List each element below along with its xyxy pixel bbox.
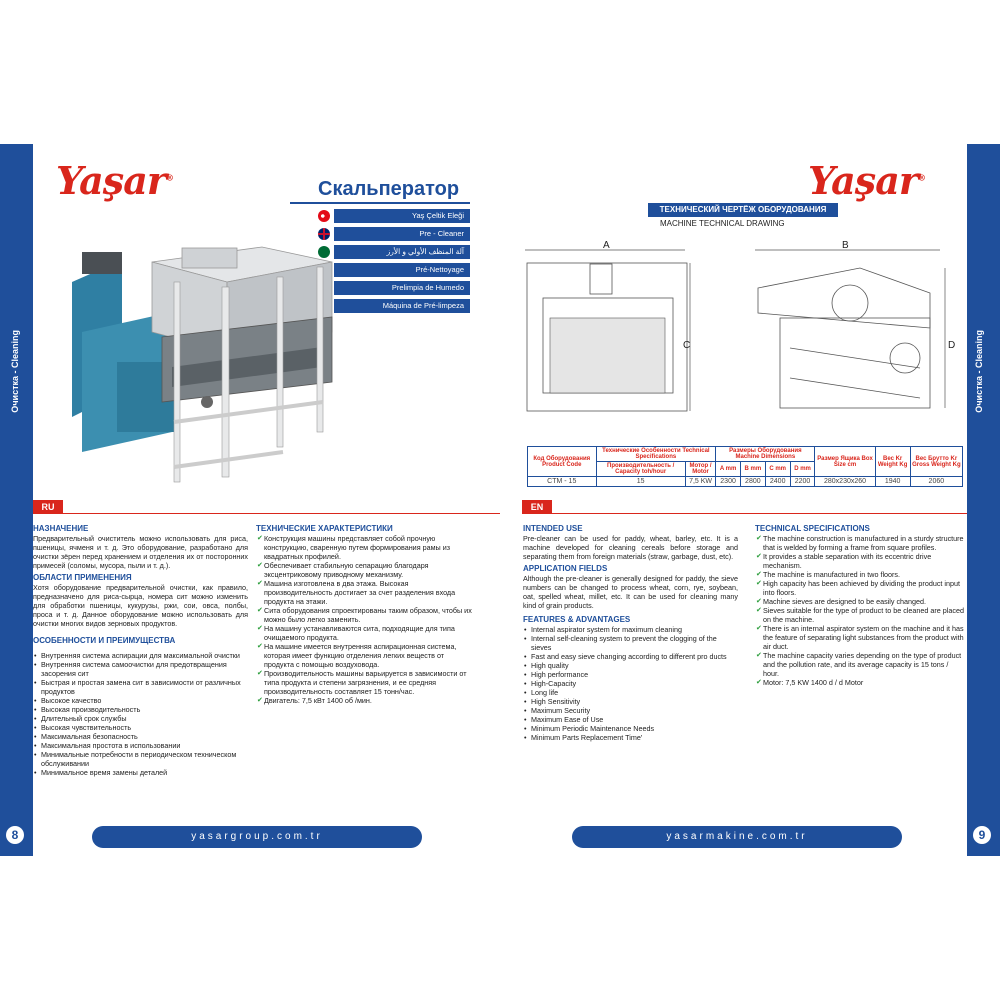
drawing-subtitle: MACHINE TECHNICAL DRAWING: [660, 219, 785, 228]
language-row: آلة المنظف الأولي و الأرز: [318, 244, 470, 260]
en-fields-text: Although the pre-cleaner is generally designed for paddy, the sieve numbers can be changed to process wheat, corn, rye, soybean, oat, spelled wheat, millet, etc. It can be used for cleaning many kind of grain products.: [523, 574, 738, 610]
list-item: • Internal self-cleaning system to prevent the clogging of the sieves: [523, 634, 738, 652]
right-sidebar: [967, 144, 1000, 856]
en-intended-heading: INTENDED USE: [523, 524, 583, 533]
language-row: Pre - Cleaner: [318, 226, 470, 242]
ru-fields-text: Хотя оборудование предварительной очистки, как правило, предназначено для риса-сырца, номера сит можно изменить для обработки пшеницы, кукурузы, ржи, сои, овса, полбы, проса и т. д. Данное оборудование можно использовать для очистки многих видов зерновых продуктов.: [33, 583, 248, 628]
col-header-weight: Вес Kr Weight Kg: [875, 447, 910, 477]
col-header-tech: Технические Особенности Technical Specifications: [596, 447, 716, 462]
en-fields-heading: APPLICATION FIELDS: [523, 564, 608, 573]
language-list: [318, 208, 470, 316]
list-item: • Максимальная простота в использовании: [33, 741, 248, 750]
list-item: ✔ Двигатель: 7,5 кВт 1400 об /мин.: [256, 696, 476, 705]
left-sidebar: [0, 144, 33, 856]
ru-tech-list: [256, 534, 476, 705]
en-features-list: [523, 625, 738, 742]
page-number-left: 8: [6, 826, 24, 844]
col-header-a: A mm: [716, 462, 741, 477]
list-item: ✔ На машине имеется внутренняя аспирационная система, которая имеет функцию отделения легких веществ от продукта с помощью воздуховода.: [256, 642, 476, 669]
tr-flag-icon: [318, 210, 330, 222]
col-header-d: D mm: [790, 462, 815, 477]
cell-capacity: 15: [596, 477, 685, 487]
list-item: ✔ Motor: 7,5 KW 1400 d / d Motor: [755, 678, 965, 687]
list-item: • Высокое качество: [33, 696, 248, 705]
list-item: • Fast and easy sieve changing according to different pro ducts: [523, 652, 738, 661]
list-item: • Быстрая и простая замена сит в зависимости от различных продуктов: [33, 678, 248, 696]
page-title: Скальператор: [318, 178, 460, 200]
list-item: ✔ Производительность машины варьируется в зависимости от типа продукта и степени загрязнения, и ее средняя производительность составляет 15 тонн/час.: [256, 669, 476, 696]
cell-box: 280x230x260: [815, 477, 875, 487]
spec-table: [527, 446, 963, 487]
ru-column-2: [256, 521, 476, 705]
list-item: ✔ Машина изготовлена в два этажа. Высокая производительность достигает за счет разделения входа продукта на этажи.: [256, 579, 476, 606]
list-item: • Maximum Ease of Use: [523, 715, 738, 724]
en-tech-heading: TECHNICAL SPECIFICATIONS: [755, 524, 870, 533]
list-item: • Длительный срок службы: [33, 714, 248, 723]
list-item: • Минимальные потребности в периодическом техническом обслуживании: [33, 750, 248, 768]
ru-features-list: [33, 651, 248, 777]
drawing-title: ТЕХНИЧЕСКИЙ ЧЕРТЁЖ ОБОРУДОВАНИЯ: [648, 203, 838, 217]
col-header-dims: Размеры Оборудования Machine Dimensions: [716, 447, 815, 462]
language-row: Pré-Nettoyage: [318, 262, 470, 278]
left-side-label: Очистка - Cleaning: [10, 330, 20, 413]
table-row: [528, 477, 963, 487]
cell-code: CTM - 15: [528, 477, 597, 487]
lang-tab-ru: RU: [33, 500, 63, 514]
cell-weight: 1940: [875, 477, 910, 487]
list-item: • Минимальное время замены деталей: [33, 768, 248, 777]
gb-flag-icon: [318, 228, 330, 240]
col-header-motor: Мотор / Motor: [685, 462, 715, 477]
list-item: • High Sensitivity: [523, 697, 738, 706]
list-item: ✔ High capacity has been achieved by dividing the product input into floors.: [755, 579, 965, 597]
dim-label-d: D: [948, 340, 956, 351]
ru-column-1: [33, 521, 248, 777]
language-row: Máquina de Pré-limpeza: [318, 298, 470, 314]
machine-photo: [62, 242, 337, 490]
right-side-label: Очистка - Cleaning: [974, 330, 984, 413]
list-item: ✔ The machine capacity varies depending on the type of product and the pollution rate, and its average capacity is 15 tons / hour.: [755, 651, 965, 678]
list-item: ✔ It provides a stable separation with its eccentric drive mechanism.: [755, 552, 965, 570]
list-item: • Minimum Parts Replacement Time': [523, 733, 738, 742]
col-header-code: Код Оборудования Product Code: [528, 447, 597, 477]
col-header-c: C mm: [765, 462, 790, 477]
footer-url-left[interactable]: yasargroup.com.tr: [92, 826, 422, 848]
list-item: • Внутренняя система аспирации для максимальной очистки: [33, 651, 248, 660]
brand-logo-left: Yaşar®: [56, 158, 173, 203]
list-item: • Minimum Periodic Maintenance Needs: [523, 724, 738, 733]
list-item: • Внутренняя система самоочистки для предотвращения засорения сит: [33, 660, 248, 678]
list-item: ✔ Сита оборудования спроектированы таким образом, чтобы их можно было легко заменить.: [256, 606, 476, 624]
list-item: • Maximum Security: [523, 706, 738, 715]
col-header-box: Размер Ящика Box Size cm: [815, 447, 875, 477]
list-item: ✔ Конструкция машины представляет собой прочную конструкцию, сваренную путем формирования рамы из квадратных профилей.: [256, 534, 476, 561]
ru-intended-text: Предварительный очиститель можно использовать для риса, пшеницы, ячменя и т. д. Это оборудование, разработано для очистки зёрен перед хранением и отделения их от посторонних примесей (соломы, мусора, пыли и т. д.).: [33, 534, 248, 570]
cell-gross: 2060: [910, 477, 962, 487]
cell-d: 2200: [790, 477, 815, 487]
list-item: • High-Capacity: [523, 679, 738, 688]
cell-motor: 7,5 KW: [685, 477, 715, 487]
language-row: Yaş Çeltik Eleği: [318, 208, 470, 224]
en-features-heading: FEATURES & ADVANTAGES: [523, 615, 631, 624]
list-item: • Высокая производительность: [33, 705, 248, 714]
list-item: ✔ The machine is manufactured in two floors.: [755, 570, 965, 579]
list-item: ✔ Machine sieves are designed to be easily changed.: [755, 597, 965, 606]
title-underline: [290, 202, 470, 204]
list-item: • High performance: [523, 670, 738, 679]
list-item: • Internal aspirator system for maximum cleaning: [523, 625, 738, 634]
list-item: ✔ There is an internal aspirator system on the machine and it has the feature of separating light substances from the product with air duct.: [755, 624, 965, 651]
list-item: • Максимальная безопасность: [33, 732, 248, 741]
list-item: ✔ The machine construction is manufactured in a sturdy structure that is welded by forming a frame from square profiles.: [755, 534, 965, 552]
front-view-drawing: [515, 238, 700, 418]
language-row: Prelimpia de Humedo: [318, 280, 470, 296]
cell-c: 2400: [765, 477, 790, 487]
page-number-right: 9: [973, 826, 991, 844]
dim-label-b: B: [842, 240, 849, 251]
col-header-gross: Вес Брутто Kr Gross Weight Kg: [910, 447, 962, 477]
dim-label-c: C: [683, 340, 691, 351]
footer-url-right[interactable]: yasarmakine.com.tr: [572, 826, 902, 848]
en-column-1: [523, 521, 738, 742]
section-divider: [522, 513, 967, 514]
list-item: • Long life: [523, 688, 738, 697]
en-intended-text: Pre-cleaner can be used for paddy, wheat, barley, etc. It is a machine developed for cleaning cereals before storage and separating them from foreign materials (straw, garbage, dust, etc).: [523, 534, 738, 561]
list-item: ✔ Sieves suitable for the type of product to be cleaned are placed on the machine.: [755, 606, 965, 624]
cell-b: 2800: [740, 477, 765, 487]
en-tech-list: [755, 534, 965, 687]
side-view-drawing: [740, 238, 965, 418]
en-column-2: [755, 521, 965, 687]
dim-label-a: A: [603, 240, 610, 251]
brand-logo-right: Yaşar®: [808, 158, 925, 203]
ru-tech-heading: ТЕХНИЧЕСКИЕ ХАРАКТЕРИСТИКИ: [256, 524, 393, 533]
list-item: ✔ Обеспечивает стабильную сепарацию благодаря эксцентриковому приводному механизму.: [256, 561, 476, 579]
col-header-capacity: Производительность / Capacity toh/hour: [596, 462, 685, 477]
list-item: ✔ На машину устанавливаются сита, подходящие для типа очищаемого продукта.: [256, 624, 476, 642]
section-divider: [33, 513, 500, 514]
ru-fields-heading: ОБЛАСТИ ПРИМЕНЕНИЯ: [33, 573, 132, 582]
ru-intended-heading: НАЗНАЧЕНИЕ: [33, 524, 89, 533]
col-header-b: B mm: [740, 462, 765, 477]
list-item: • Высокая чувствительность: [33, 723, 248, 732]
cell-a: 2300: [716, 477, 741, 487]
ru-features-heading: ОСОБЕННОСТИ И ПРЕИМУЩЕСТВА: [33, 636, 176, 645]
list-item: • High quality: [523, 661, 738, 670]
lang-tab-en: EN: [522, 500, 552, 514]
